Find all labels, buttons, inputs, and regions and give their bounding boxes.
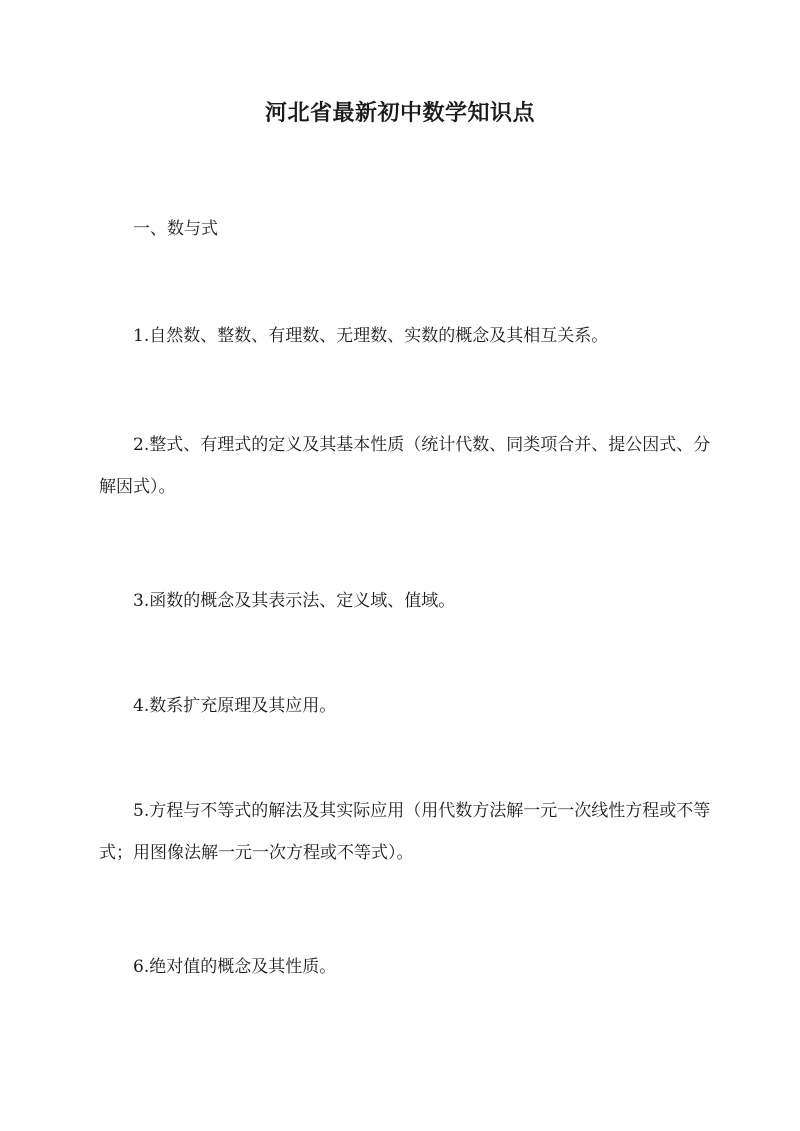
list-item-text: 3.函数的概念及其表示法、定义域、值域。 bbox=[133, 591, 456, 611]
list-item bbox=[99, 685, 711, 727]
section-heading bbox=[99, 208, 711, 250]
section-heading-text: 一、数与式 bbox=[133, 219, 218, 239]
list-item-text: 6.绝对值的概念及其性质。 bbox=[133, 957, 337, 977]
list-item-text: 2.整式、有理式的定义及其基本性质（统计代数、同类项合并、提公因式、分解因式）。 bbox=[99, 435, 711, 497]
document-title: 河北省最新初中数学知识点 bbox=[264, 100, 535, 126]
list-item-text: 5.方程与不等式的解法及其实际应用（用代数方法解一元一次线性方程或不等式；用图像法解一元一次方程或不等式）。 bbox=[99, 801, 711, 863]
list-item bbox=[99, 424, 711, 508]
list-item-text: 1.自然数、整数、有理数、无理数、实数的概念及其相互关系。 bbox=[133, 326, 609, 346]
list-item bbox=[99, 580, 711, 622]
list-item bbox=[99, 315, 711, 357]
list-item bbox=[99, 946, 711, 988]
list-item-text: 4.数系扩充原理及其应用。 bbox=[133, 696, 337, 716]
list-item bbox=[99, 790, 711, 874]
